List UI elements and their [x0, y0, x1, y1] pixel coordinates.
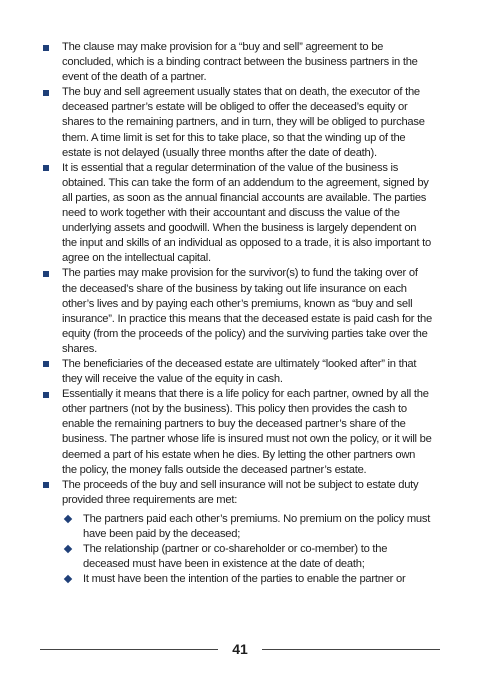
square-bullet-icon — [43, 45, 49, 51]
list-item-text: The proceeds of the buy and sell insurance will not be subject to estate duty provided three requirements are met: — [62, 478, 419, 506]
list-item-text: The beneficiaries of the deceased estate are ultimately “looked after” in that they will receive the value of the equity in cash. — [62, 357, 417, 386]
diamond-bullet-icon — [64, 575, 72, 583]
sub-list-item — [62, 512, 432, 542]
list-item-text: The parties may make provision for the survivor(s) to fund the taking over of the deceased’s share of the business by taking out life insurance on each other’s lives and by paying each other’s premiums, known as “buy and sell insurance”. In practice this means that the deceased estate is paid cash for the equity (from the proceeds of the policy) and the surviving parties take over the shares. — [62, 267, 432, 355]
sub-list-item-text: It must have been the intention of the parties to enable the partner or — [83, 573, 406, 586]
square-bullet-icon — [43, 392, 49, 398]
list-item-text: The buy and sell agreement usually states that on death, the executor of the deceased partner’s estate will be obliged to offer the deceased’s equity or shares to the remaining partners, and in turn, they will be obliged to purchase them. A time limit is set for this to take place, so that the winding up of the estate is not delayed (usually three months after the date of death). — [62, 86, 425, 159]
page-content — [40, 40, 432, 587]
sub-list-item — [62, 572, 432, 587]
square-bullet-icon — [43, 271, 49, 277]
footer-rule-left — [40, 649, 218, 650]
list-item — [40, 161, 432, 267]
square-bullet-icon — [43, 165, 49, 171]
diamond-bullet-icon — [64, 515, 72, 523]
list-item — [40, 266, 432, 357]
main-bullet-list — [40, 40, 432, 587]
list-item-text: Essentially it means that there is a life policy for each partner, owned by all the other partners (not by the business). This policy then provides the cash to enable the remaining partners to buy the deceased partner’s share of the business. The partner whose life is insured must not own the policy, or it will be deemed a part of his estate when he dies. By letting the other partners own the policy, the money falls outside the deceased partner’s estate. — [62, 388, 432, 476]
list-item — [40, 357, 432, 387]
list-item-text: It is essential that a regular determination of the value of the business is obtained. This can take the form of an addendum to the agreement, signed by all parties, as soon as the annual financial accounts are available. The parties need to work together with their accountant and discuss the value of the underlying assets and goodwill. When the business is largely dependent on the input and skills of an individual as opposed to a trade, it is also important to agree on the intellectual capital. — [62, 161, 431, 265]
square-bullet-icon — [43, 361, 49, 367]
list-item — [40, 478, 432, 588]
list-item — [40, 387, 432, 478]
page-number: 41 — [232, 641, 248, 657]
square-bullet-icon — [43, 90, 49, 96]
footer-rule-right — [262, 649, 440, 650]
sub-bullet-list — [62, 512, 432, 587]
sub-list-item-text: The partners paid each other’s premiums. No premium on the policy must have been paid by the deceased; — [83, 512, 431, 540]
list-item — [40, 85, 432, 160]
sub-list-item — [62, 542, 432, 572]
sub-list-item-text: The relationship (partner or co-shareholder or co-member) to the deceased must have been in existence at the date of death; — [83, 543, 388, 571]
square-bullet-icon — [43, 482, 49, 488]
diamond-bullet-icon — [64, 545, 72, 553]
page-footer — [40, 638, 440, 660]
list-item-text: The clause may make provision for a “buy and sell” agreement to be concluded, which is a binding contract between the business partners in the event of the death of a partner. — [62, 41, 418, 84]
list-item — [40, 40, 432, 85]
